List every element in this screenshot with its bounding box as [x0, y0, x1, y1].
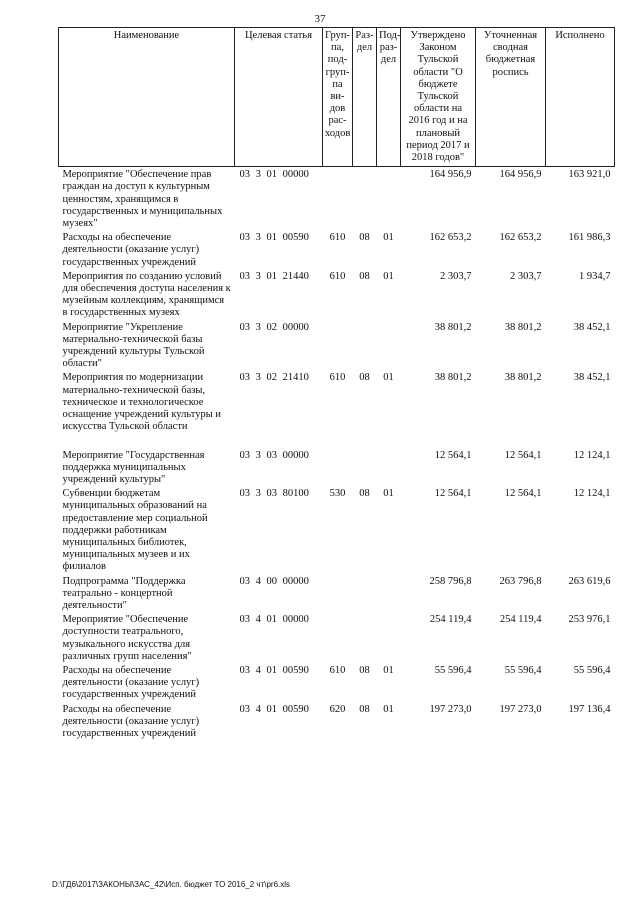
cell-section: 08	[359, 232, 370, 244]
cell-target-code: 03 3 02 00000	[239, 321, 309, 333]
table-header-row	[59, 28, 615, 167]
cell-name: Расходы на обеспечение деятельности (оказание услуг) государственных учреждений	[62, 664, 200, 701]
cell-section: 08	[359, 488, 370, 500]
cell-name: Мероприятие "Укрепление материально-технической базы учреждений культуры Тульской области"	[62, 321, 205, 370]
cell-target-code: 03 3 03 80100	[239, 488, 309, 500]
cell-section: 08	[359, 372, 370, 384]
header-name: Наименование	[59, 28, 235, 167]
cell-target-code: 03 4 01 00590	[239, 664, 309, 676]
cell-name: Мероприятия по созданию условий для обеспечения доступа населения к музейным коллекциям, хранящимся в государственных музеях	[62, 270, 231, 319]
cell-target-code: 03 4 01 00000	[239, 614, 309, 626]
cell-group	[323, 448, 353, 487]
cell-section: 08	[359, 664, 370, 676]
cell-section	[353, 612, 377, 663]
cell-group: 530	[329, 488, 346, 500]
cell-target-code: 03 3 02 21410	[239, 372, 309, 384]
cell-approved: 55 596,4	[434, 664, 472, 676]
cell-refined: 12 564,1	[504, 449, 542, 461]
cell-executed: 12 124,1	[573, 449, 611, 461]
table-row	[59, 230, 615, 269]
budget-table	[58, 27, 615, 740]
cell-subsection	[377, 574, 401, 613]
cell-approved: 12 564,1	[434, 449, 472, 461]
cell-refined: 254 119,4	[499, 614, 542, 626]
cell-name: Подпрограмма "Поддержка театрально - концертной деятельности"	[62, 575, 186, 611]
cell-approved: 164 956,9	[429, 169, 472, 181]
cell-refined: 12 564,1	[504, 488, 542, 500]
cell-section	[353, 167, 377, 231]
cell-subsection	[377, 612, 401, 663]
table-row	[59, 702, 615, 741]
header-target: Целевая статья	[235, 28, 323, 167]
cell-target-code: 03 4 00 00000	[239, 575, 309, 587]
cell-target-code: 03 4 01 00590	[239, 703, 309, 715]
cell-name: Расходы на обеспечение деятельности (оказание услуг) государственных учреждений	[62, 703, 200, 739]
cell-executed: 38 452,1	[573, 321, 611, 333]
cell-subsection	[377, 448, 401, 487]
cell-name: Мероприятия по модернизации материально-технической базы, техническое и технологическое оснащение учреждений культуры и искусства Тульской области	[62, 372, 222, 433]
cell-section: 08	[359, 270, 370, 282]
cell-name: Мероприятие "Государственная поддержка муниципальных учреждений культуры"	[62, 449, 205, 485]
header-subsection: Под-раз-дел	[377, 28, 401, 167]
cell-section	[353, 320, 377, 371]
cell-executed: 253 976,1	[568, 614, 611, 626]
table-row	[59, 663, 615, 702]
header-group: Груп-па, под-груп-па ви-дов рас-ходов	[323, 28, 353, 167]
cell-subsection	[377, 320, 401, 371]
cell-group: 610	[329, 664, 346, 676]
cell-approved: 197 273,0	[429, 703, 472, 715]
cell-approved: 12 564,1	[434, 488, 472, 500]
table-row	[59, 448, 615, 487]
cell-refined: 164 956,9	[499, 169, 542, 181]
cell-section: 08	[359, 703, 370, 715]
table-row	[59, 320, 615, 371]
cell-executed: 12 124,1	[573, 488, 611, 500]
cell-approved: 38 801,2	[434, 372, 472, 384]
cell-executed: 38 452,1	[573, 372, 611, 384]
cell-name: Расходы на обеспечение деятельности (оказание услуг) государственных учреждений	[62, 232, 200, 268]
cell-subsection: 01	[383, 488, 394, 500]
cell-group: 610	[329, 232, 346, 244]
cell-executed: 1 934,7	[579, 270, 611, 282]
cell-executed: 197 136,4	[568, 703, 611, 715]
cell-executed: 161 986,3	[568, 232, 611, 244]
cell-executed: 263 619,6	[568, 575, 611, 587]
cell-target-code: 03 3 01 00000	[239, 169, 309, 181]
cell-group	[323, 167, 353, 231]
cell-executed: 55 596,4	[573, 664, 611, 676]
cell-refined: 2 303,7	[510, 270, 542, 282]
cell-name: Мероприятие "Обеспечение прав граждан на доступ к культурным ценностям, хранящимся в государственных и муниципальных музеях"	[62, 169, 223, 230]
cell-subsection	[377, 167, 401, 231]
cell-subsection: 01	[383, 372, 394, 384]
cell-approved: 162 653,2	[429, 232, 472, 244]
header-section: Раз-дел	[353, 28, 377, 167]
table-row	[59, 574, 615, 613]
cell-refined: 197 273,0	[499, 703, 542, 715]
cell-refined: 162 653,2	[499, 232, 542, 244]
cell-group: 620	[329, 703, 346, 715]
cell-subsection: 01	[383, 703, 394, 715]
header-approved: Утверждено Законом Тульской области "О бюджете Тульской области на 2016 год и на плановый период 2017 и 2018 годов"	[401, 28, 476, 167]
page-number: 37	[314, 13, 326, 25]
cell-subsection: 01	[383, 664, 394, 676]
cell-group	[323, 320, 353, 371]
cell-name: Мероприятие "Обеспечение доступности театрального, музыкального искусства для различных групп населения"	[62, 614, 192, 662]
footer-file-path: D:\ГД6\2017\ЗАКОНЫ\ЗАС_42\Исп. бюджет ТО 2016_2 чт\pr6.xls	[52, 880, 291, 889]
cell-refined: 38 801,2	[504, 321, 542, 333]
cell-subsection: 01	[383, 270, 394, 282]
cell-target-code: 03 3 01 00590	[239, 232, 309, 244]
table-row	[59, 167, 615, 231]
cell-approved: 38 801,2	[434, 321, 472, 333]
cell-approved: 254 119,4	[429, 614, 472, 626]
cell-subsection: 01	[383, 232, 394, 244]
cell-target-code: 03 3 03 00000	[239, 449, 309, 461]
table-row	[59, 269, 615, 320]
cell-group: 610	[329, 372, 346, 384]
cell-section	[353, 574, 377, 613]
header-executed: Исполнено	[546, 28, 615, 167]
cell-approved: 258 796,8	[429, 575, 472, 587]
cell-executed: 163 921,0	[568, 169, 611, 181]
cell-group	[323, 574, 353, 613]
table-row	[59, 486, 615, 573]
table-row	[59, 612, 615, 663]
header-refined: Уточненная сводная бюджетная роспись	[476, 28, 546, 167]
cell-name: Субвенции бюджетам муниципальных образований на предоставление мер социальной поддержки работникам муниципальных библиотек, муниципальных музеев и их филиалов	[62, 488, 208, 573]
cell-group: 610	[329, 270, 346, 282]
cell-section	[353, 448, 377, 487]
cell-refined: 55 596,4	[504, 664, 542, 676]
cell-approved: 2 303,7	[440, 270, 472, 282]
table-row	[59, 370, 615, 447]
cell-refined: 38 801,2	[504, 372, 542, 384]
cell-refined: 263 796,8	[499, 575, 542, 587]
cell-target-code: 03 3 01 21440	[239, 270, 309, 282]
cell-group	[323, 612, 353, 663]
